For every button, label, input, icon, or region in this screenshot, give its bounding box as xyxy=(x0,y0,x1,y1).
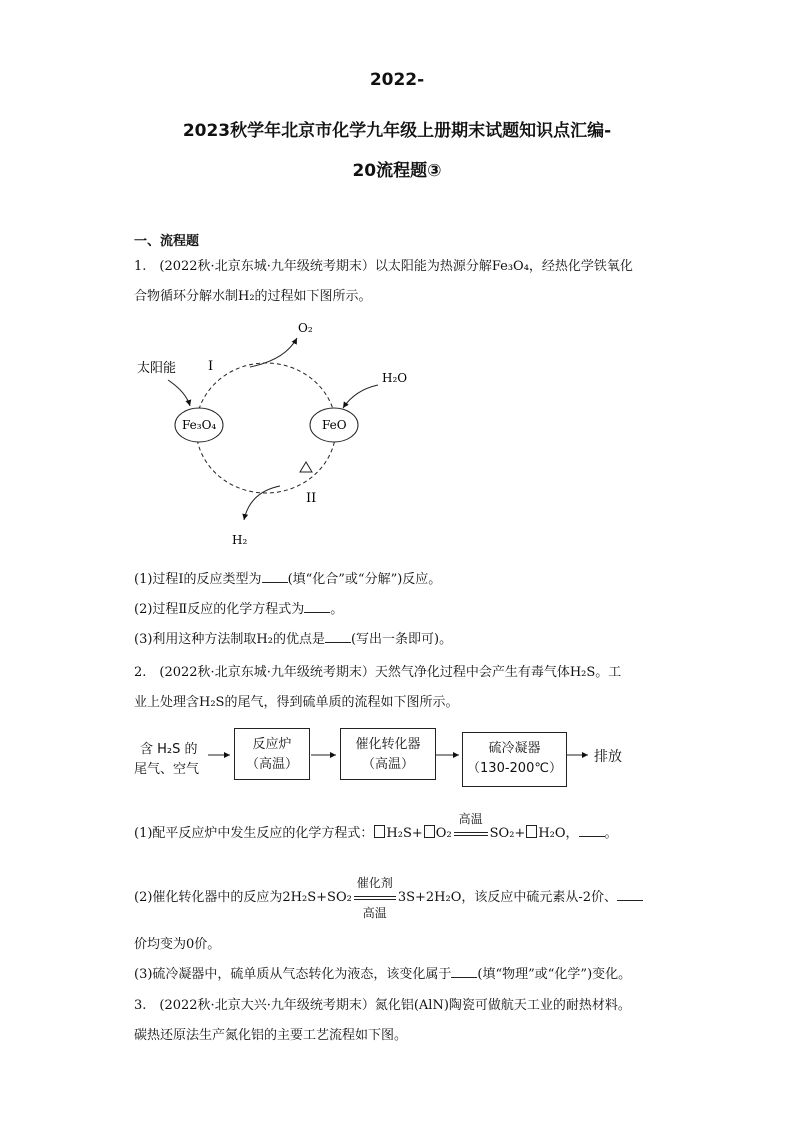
q2-sub1-so2: SO₂+ xyxy=(489,826,526,841)
q1-sub1-text: (1)过程I的反应类型为 xyxy=(134,572,262,587)
flow-box-converter xyxy=(340,728,436,780)
flow-input-line2: 尾气、空气 xyxy=(134,762,200,777)
o2-label: O₂ xyxy=(298,321,313,335)
q1-sub3 xyxy=(134,628,452,647)
q2-sub1-h2o: H₂O， xyxy=(538,826,579,841)
q1-sub2-blank[interactable] xyxy=(304,600,330,613)
q2-sub1-o2: O₂ xyxy=(435,826,452,841)
q2-sub3-tail: (填“物理”或“化学”)变化。 xyxy=(477,967,632,982)
flow-box-condenser xyxy=(462,732,567,787)
equilibrium-sign-1 xyxy=(454,812,488,841)
h2-label: H₂ xyxy=(232,533,248,547)
cond-catalyst: 催化剂 xyxy=(356,876,393,890)
condenser-cond: （130-200℃） xyxy=(467,761,562,776)
q1-sub3-tail: (写出一条即可)。 xyxy=(350,632,453,647)
cond-high-temp: 高温 xyxy=(458,812,483,826)
o2-arrow xyxy=(250,338,297,367)
q2-sub2-blank[interactable] xyxy=(617,888,643,901)
coef-box-h2o[interactable] xyxy=(526,825,537,838)
q2-sub1-blank[interactable] xyxy=(579,824,605,837)
q2-sub3 xyxy=(134,963,631,982)
condenser-label: 硫冷凝器 xyxy=(488,741,541,756)
q1-cycle-diagram xyxy=(0,0,794,560)
fe3o4-label: Fe₃O₄ xyxy=(182,418,217,432)
q2-sub3-text: (3)硫冷凝器中，硫单质从气态转化为液态，该变化属于 xyxy=(134,967,452,982)
q1-sub3-text: (3)利用这种方法制取H₂的优点是 xyxy=(134,632,325,647)
doc-title-line2: 2023秋学年北京市化学九年级上册期末试题知识点汇编- xyxy=(182,121,612,141)
section-heading: 一、流程题 xyxy=(134,234,200,249)
q1-sub2-text: (2)过程Ⅱ反应的化学方程式为 xyxy=(134,602,305,617)
step1-label: I xyxy=(208,359,214,374)
q2-stem-line2: 业上处理含H₂S的尾气，得到硫单质的流程如下图所示。 xyxy=(134,695,459,710)
eq-bar-2 xyxy=(354,896,396,900)
feo-label: FeO xyxy=(322,418,347,432)
doc-title-line1: 2022- xyxy=(369,70,425,90)
q2-stem-line1: 2. (2022秋·北京东城·九年级统考期末）天然气净化过程中会产生有毒气体H₂S。工 xyxy=(134,665,622,680)
q1-sub2-tail: 。 xyxy=(330,602,344,617)
q1-sub2 xyxy=(134,598,343,617)
reactor-label: 反应炉 xyxy=(252,737,292,752)
q1-stem-line2: 合物循环分解水制H₂的过程如下图所示。 xyxy=(134,289,372,304)
heat-triangle xyxy=(300,462,312,472)
solar-arrow xyxy=(168,380,190,406)
q3-stem-line2: 碳热还原法生产氮化铝的主要工艺流程如下图。 xyxy=(134,1028,408,1043)
coef-box-o2[interactable] xyxy=(424,825,435,838)
q2-sub3-blank[interactable] xyxy=(451,965,477,978)
q2-sub1-prefix: (1)配平反应炉中发生反应的化学方程式： xyxy=(134,826,374,841)
converter-cond: （高温） xyxy=(361,757,414,772)
converter-label: 催化转化器 xyxy=(355,737,421,752)
q2-sub2-products: 3S+2H₂O，该反应中硫元素从-2价、 xyxy=(397,890,618,905)
q2-sub2-prefix: (2)催化转化器中的反应为2H₂S+SO₂ xyxy=(134,890,352,905)
flow-output: 排放 xyxy=(594,749,622,765)
eq-bar-1 xyxy=(454,832,488,836)
q2-sub1-h2s: H₂S+ xyxy=(386,826,423,841)
h2o-label: H₂O xyxy=(382,371,408,385)
equilibrium-sign-2 xyxy=(354,876,396,920)
q1-sub1 xyxy=(134,568,441,587)
q2-sub2-cont: 价均变为0价。 xyxy=(134,937,221,952)
q2-sub1-end: 。 xyxy=(604,826,618,841)
q3-stem-line1: 3. (2022秋·北京大兴·九年级统考期末）氮化铝(AlN)陶瓷可做航天工业的耐热材料。 xyxy=(134,998,631,1013)
doc-title-line3: 20流程题③ xyxy=(352,161,442,181)
coef-box-h2s[interactable] xyxy=(374,825,385,838)
reactor-cond: （高温） xyxy=(245,757,298,772)
q2-sub1 xyxy=(134,812,618,841)
q1-sub3-blank[interactable] xyxy=(325,630,351,643)
step2-label: II xyxy=(306,491,317,506)
cond-high-temp-2: 高温 xyxy=(362,906,387,920)
q1-sub1-blank[interactable] xyxy=(262,570,288,583)
flow-box-reactor xyxy=(234,728,310,780)
q1-stem-line1: 1. (2022秋·北京东城·九年级统考期末）以太阳能为热源分解Fe₃O₄，经热化学铁氧化 xyxy=(134,259,633,274)
q2-sub2 xyxy=(134,876,643,920)
q1-sub1-tail: (填“化合”或“分解”)反应。 xyxy=(287,572,442,587)
flow-input-line1: 含 H₂S 的 xyxy=(140,742,198,757)
h2o-arrow xyxy=(343,385,378,408)
solar-label: 太阳能 xyxy=(137,361,177,376)
